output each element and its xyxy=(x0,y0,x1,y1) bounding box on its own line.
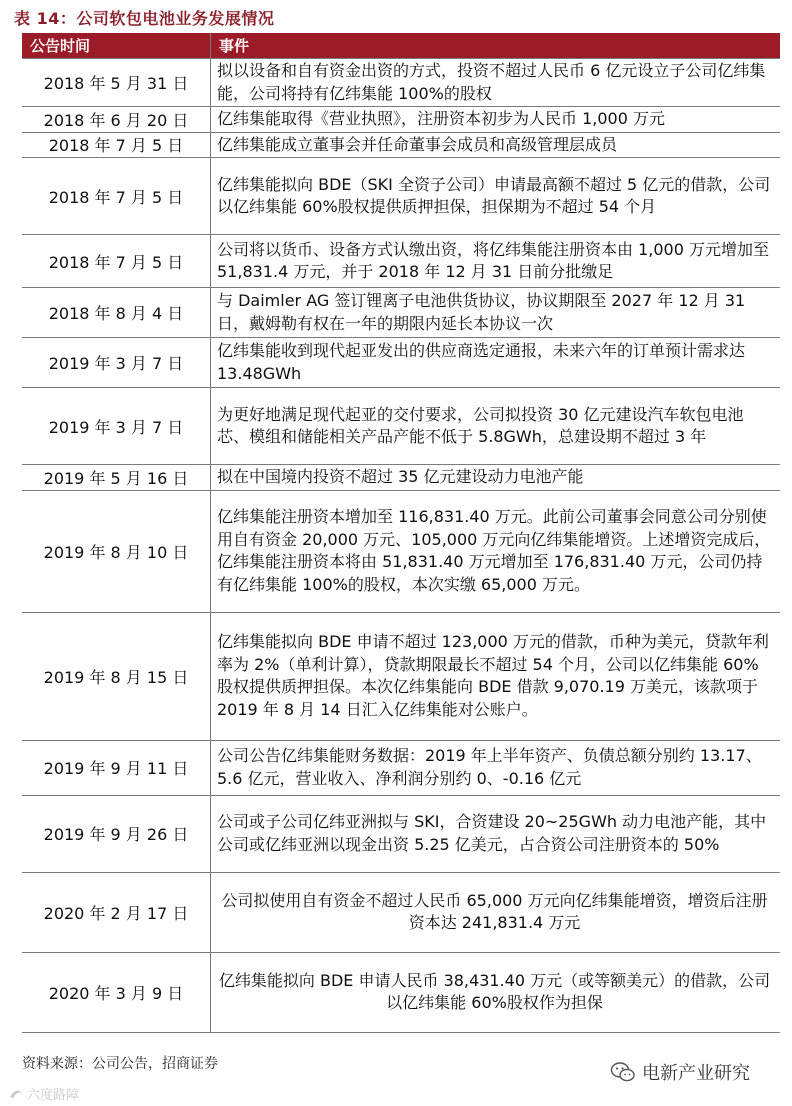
row-date: 2019 年 9 月 26 日 xyxy=(22,795,211,872)
table-header-row xyxy=(22,33,780,59)
events-table xyxy=(22,33,780,1033)
watermark-left-text: 六度路障 xyxy=(27,1088,80,1103)
row-date: 2020 年 2 月 17 日 xyxy=(22,872,211,952)
table-row xyxy=(22,288,780,338)
table-row xyxy=(22,107,780,133)
row-event: 公司或子公司亿纬亚洲拟与 SKI，合资建设 20~25GWh 动力电池产能，其中公司或亿纬亚洲以现金出资 5.25 亿美元，占合资公司注册资本的 50% xyxy=(211,795,781,872)
row-date: 2018 年 8 月 4 日 xyxy=(22,288,211,338)
watermark-right-text: 电新产业研究 xyxy=(642,1063,750,1084)
table-row xyxy=(22,388,780,465)
row-event: 亿纬集能收到现代起亚发出的供应商选定通报，未来六年的订单预计需求达 13.48GWh xyxy=(211,338,781,388)
logo-icon xyxy=(8,1087,24,1101)
row-date: 2020 年 3 月 9 日 xyxy=(22,952,211,1032)
row-event: 亿纬集能注册资本增加至 116,831.40 万元。此前公司董事会同意公司分别使用自有资金 20,000 万元、105,000 万元向亿纬集能增资。上述增资完成后，亿纬集能注册资本将由 51,831.40 万元增加至 176,831.40 万元，公司仍持有亿纬集能 100%的股权，本次实缴 65,000 万元。 xyxy=(211,490,781,612)
source-note: 资料来源：公司公告，招商证券 xyxy=(22,1056,218,1072)
wechat-icon xyxy=(610,1061,636,1083)
watermark-left xyxy=(8,1084,79,1103)
row-event: 为更好地满足现代起亚的交付要求，公司拟投资 30 亿元建设汽车软包电池芯、模组和储能相关产品产能不低于 5.8GWh，总建设期不超过 3 年 xyxy=(211,388,781,465)
row-event: 公司公告亿纬集能财务数据：2019 年上半年资产、负债总额分别约 13.17、5.6 亿元，营业收入、净利润分别约 0、-0.16 亿元 xyxy=(211,740,781,795)
row-event: 亿纬集能取得《营业执照》，注册资本初步为人民币 1,000 万元 xyxy=(211,107,781,133)
row-event: 拟以设备和自有资金出资的方式，投资不超过人民币 6 亿元设立子公司亿纬集能，公司将持有亿纬集能 100%的股权 xyxy=(211,59,781,107)
row-date: 2018 年 5 月 31 日 xyxy=(22,59,211,107)
row-event: 亿纬集能拟向 BDE 申请人民币 38,431.40 万元（或等额美元）的借款，公司以亿纬集能 60%股权作为担保 xyxy=(211,952,781,1032)
watermark-right xyxy=(610,1059,750,1085)
table-row xyxy=(22,59,780,107)
header-date: 公告时间 xyxy=(22,33,211,59)
header-event: 事件 xyxy=(211,33,781,59)
table-row xyxy=(22,235,780,288)
table-row xyxy=(22,338,780,388)
table-row xyxy=(22,740,780,795)
row-date: 2019 年 8 月 15 日 xyxy=(22,612,211,740)
row-event: 与 Daimler AG 签订锂离子电池供货协议，协议期限至 2027 年 12 月 31 日，戴姆勒有权在一年的期限内延长本协议一次 xyxy=(211,288,781,338)
row-event: 亿纬集能成立董事会并任命董事会成员和高级管理层成员 xyxy=(211,132,781,158)
table-row xyxy=(22,490,780,612)
row-date: 2018 年 7 月 5 日 xyxy=(22,132,211,158)
table-row xyxy=(22,158,780,235)
table-title: 表 14：公司软包电池业务发展情况 xyxy=(14,9,275,28)
row-event: 亿纬集能拟向 BDE（SKI 全资子公司）申请最高额不超过 5 亿元的借款，公司以亿纬集能 60%股权提供质押担保，担保期为不超过 54 个月 xyxy=(211,158,781,235)
row-date: 2018 年 7 月 5 日 xyxy=(22,158,211,235)
row-date: 2019 年 5 月 16 日 xyxy=(22,465,211,491)
table-row xyxy=(22,795,780,872)
row-event: 拟在中国境内投资不超过 35 亿元建设动力电池产能 xyxy=(211,465,781,491)
table-row xyxy=(22,132,780,158)
row-date: 2018 年 6 月 20 日 xyxy=(22,107,211,133)
row-event: 亿纬集能拟向 BDE 申请不超过 123,000 万元的借款，币种为美元，贷款年利率为 2%（单利计算），贷款期限最长不超过 54 个月，公司以亿纬集能 60%股权提供质押担保。本次亿纬集能向 BDE 借款 9,070.19 万美元，该款项于 2019 年 8 月 14 日汇入亿纬集能对公账户。 xyxy=(211,612,781,740)
row-event: 公司拟使用自有资金不超过人民币 65,000 万元向亿纬集能增资，增资后注册资本达 241,831.4 万元 xyxy=(211,872,781,952)
row-event: 公司将以货币、设备方式认缴出资，将亿纬集能注册资本由 1,000 万元增加至 51,831.4 万元，并于 2018 年 12 月 31 日前分批缴足 xyxy=(211,235,781,288)
row-date: 2019 年 3 月 7 日 xyxy=(22,388,211,465)
table-row xyxy=(22,872,780,952)
table-row xyxy=(22,465,780,491)
row-date: 2018 年 7 月 5 日 xyxy=(22,235,211,288)
table-row xyxy=(22,612,780,740)
row-date: 2019 年 3 月 7 日 xyxy=(22,338,211,388)
row-date: 2019 年 9 月 11 日 xyxy=(22,740,211,795)
table-row xyxy=(22,952,780,1032)
row-date: 2019 年 8 月 10 日 xyxy=(22,490,211,612)
